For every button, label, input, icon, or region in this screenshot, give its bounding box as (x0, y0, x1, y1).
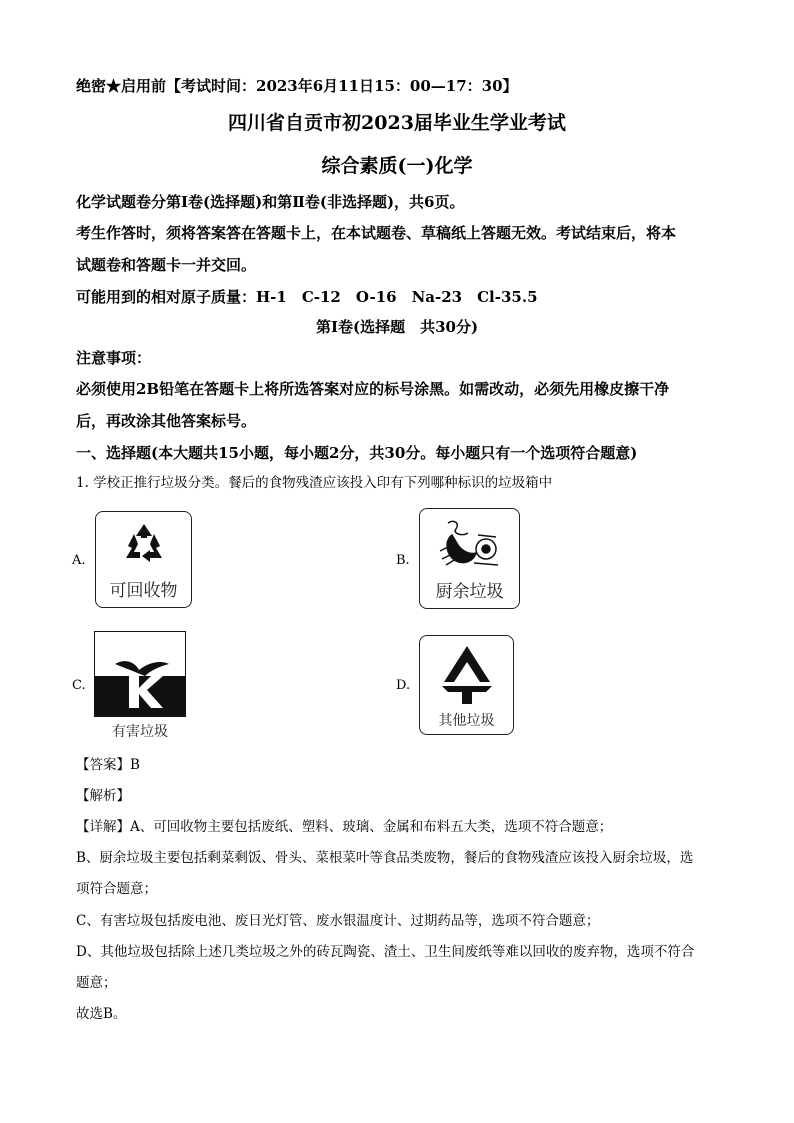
option-b-kitchen-waste-sign[interactable] (419, 508, 520, 609)
detail-line-4: C、有害垃圾包括废电池、废日光灯管、废水银温度计、过期药品等，选项不符合题意； (76, 913, 600, 929)
option-a-recycle-sign[interactable] (95, 511, 192, 608)
analysis-title: 【解析】 (76, 788, 130, 804)
option-d-other-waste-sign[interactable] (419, 635, 514, 735)
option-a-label: 可回收物 (109, 581, 178, 601)
detail-line-2: B、厨余垃圾主要包括剩菜剩饭、骨头、菜根菜叶等食品类废物，餐后的食物残渣应该投入厨余垃圾，选 (76, 850, 694, 866)
recycle-icon (120, 520, 168, 566)
option-c-label: 有害垃圾 (112, 724, 168, 740)
option-b-label: 厨余垃圾 (435, 582, 504, 602)
option-d-label: 其他垃圾 (438, 713, 495, 729)
hazardous-waste-icon (105, 642, 177, 714)
intro-line-2: 考生作答时，须将答案答在答题卡上，在本试题卷、草稿纸上答题无效。考试结束后，将本 (76, 224, 677, 242)
detail-line-5: D、其他垃圾包括除上述几类垃圾之外的砖瓦陶瓷、渣土、卫生间废纸等难以回收的废弃物，选项不符合 (76, 944, 695, 960)
exam-title: 四川省自贡市初2023届毕业生学业考试 (228, 112, 566, 134)
detail-line-6: 题意； (76, 975, 117, 991)
intro-line-3: 试题卷和答题卡一并交回。 (76, 256, 257, 274)
question-1-stem: 1. 学校正推行垃圾分类。餐后的食物残渣应该投入印有下列哪种标识的垃圾箱中 (76, 475, 553, 491)
part-heading: 一、选择题(本大题共15小题，每小题2分，共30分。每小题只有一个选项符合题意) (76, 444, 638, 462)
atomic-mass-line: 可能用到的相对原子质量：H-1 C-12 O-16 Na-23 Cl-35.5 (76, 288, 538, 306)
other-waste-icon (436, 642, 498, 708)
exam-subtitle: 综合素质(一)化学 (321, 155, 473, 177)
intro-line-1: 化学试题卷分第Ⅰ卷(选择题)和第Ⅱ卷(非选择题)，共6页。 (76, 193, 465, 211)
option-d-letter: D. (396, 678, 411, 693)
notes-title: 注意事项： (76, 349, 152, 367)
detail-line-1: 【详解】A、可回收物主要包括废纸、塑料、玻璃、金属和布料五大类，选项不符合题意； (76, 819, 613, 835)
option-b-letter: B. (396, 553, 410, 568)
kitchen-waste-icon (434, 515, 506, 571)
detail-line-7: 故选B。 (76, 1006, 127, 1022)
option-c-letter: C. (72, 678, 86, 693)
notes-line-1: 必须使用2B铅笔在答题卡上将所选答案对应的标号涂黑。如需改动，必须先用橡皮擦干净 (76, 380, 670, 398)
option-c-hazardous-waste-sign[interactable] (94, 631, 186, 717)
detail-line-3: 项符合题意； (76, 881, 157, 897)
notes-line-2: 后，再改涂其他答案标号。 (76, 412, 257, 430)
section-heading: 第Ⅰ卷(选择题 共30分) (315, 318, 479, 336)
answer-line: 【答案】B (76, 757, 140, 773)
confidential-line: 绝密★启用前【考试时间：2023年6月11日15：00—17：30】 (76, 77, 518, 95)
option-a-letter: A. (72, 553, 86, 568)
